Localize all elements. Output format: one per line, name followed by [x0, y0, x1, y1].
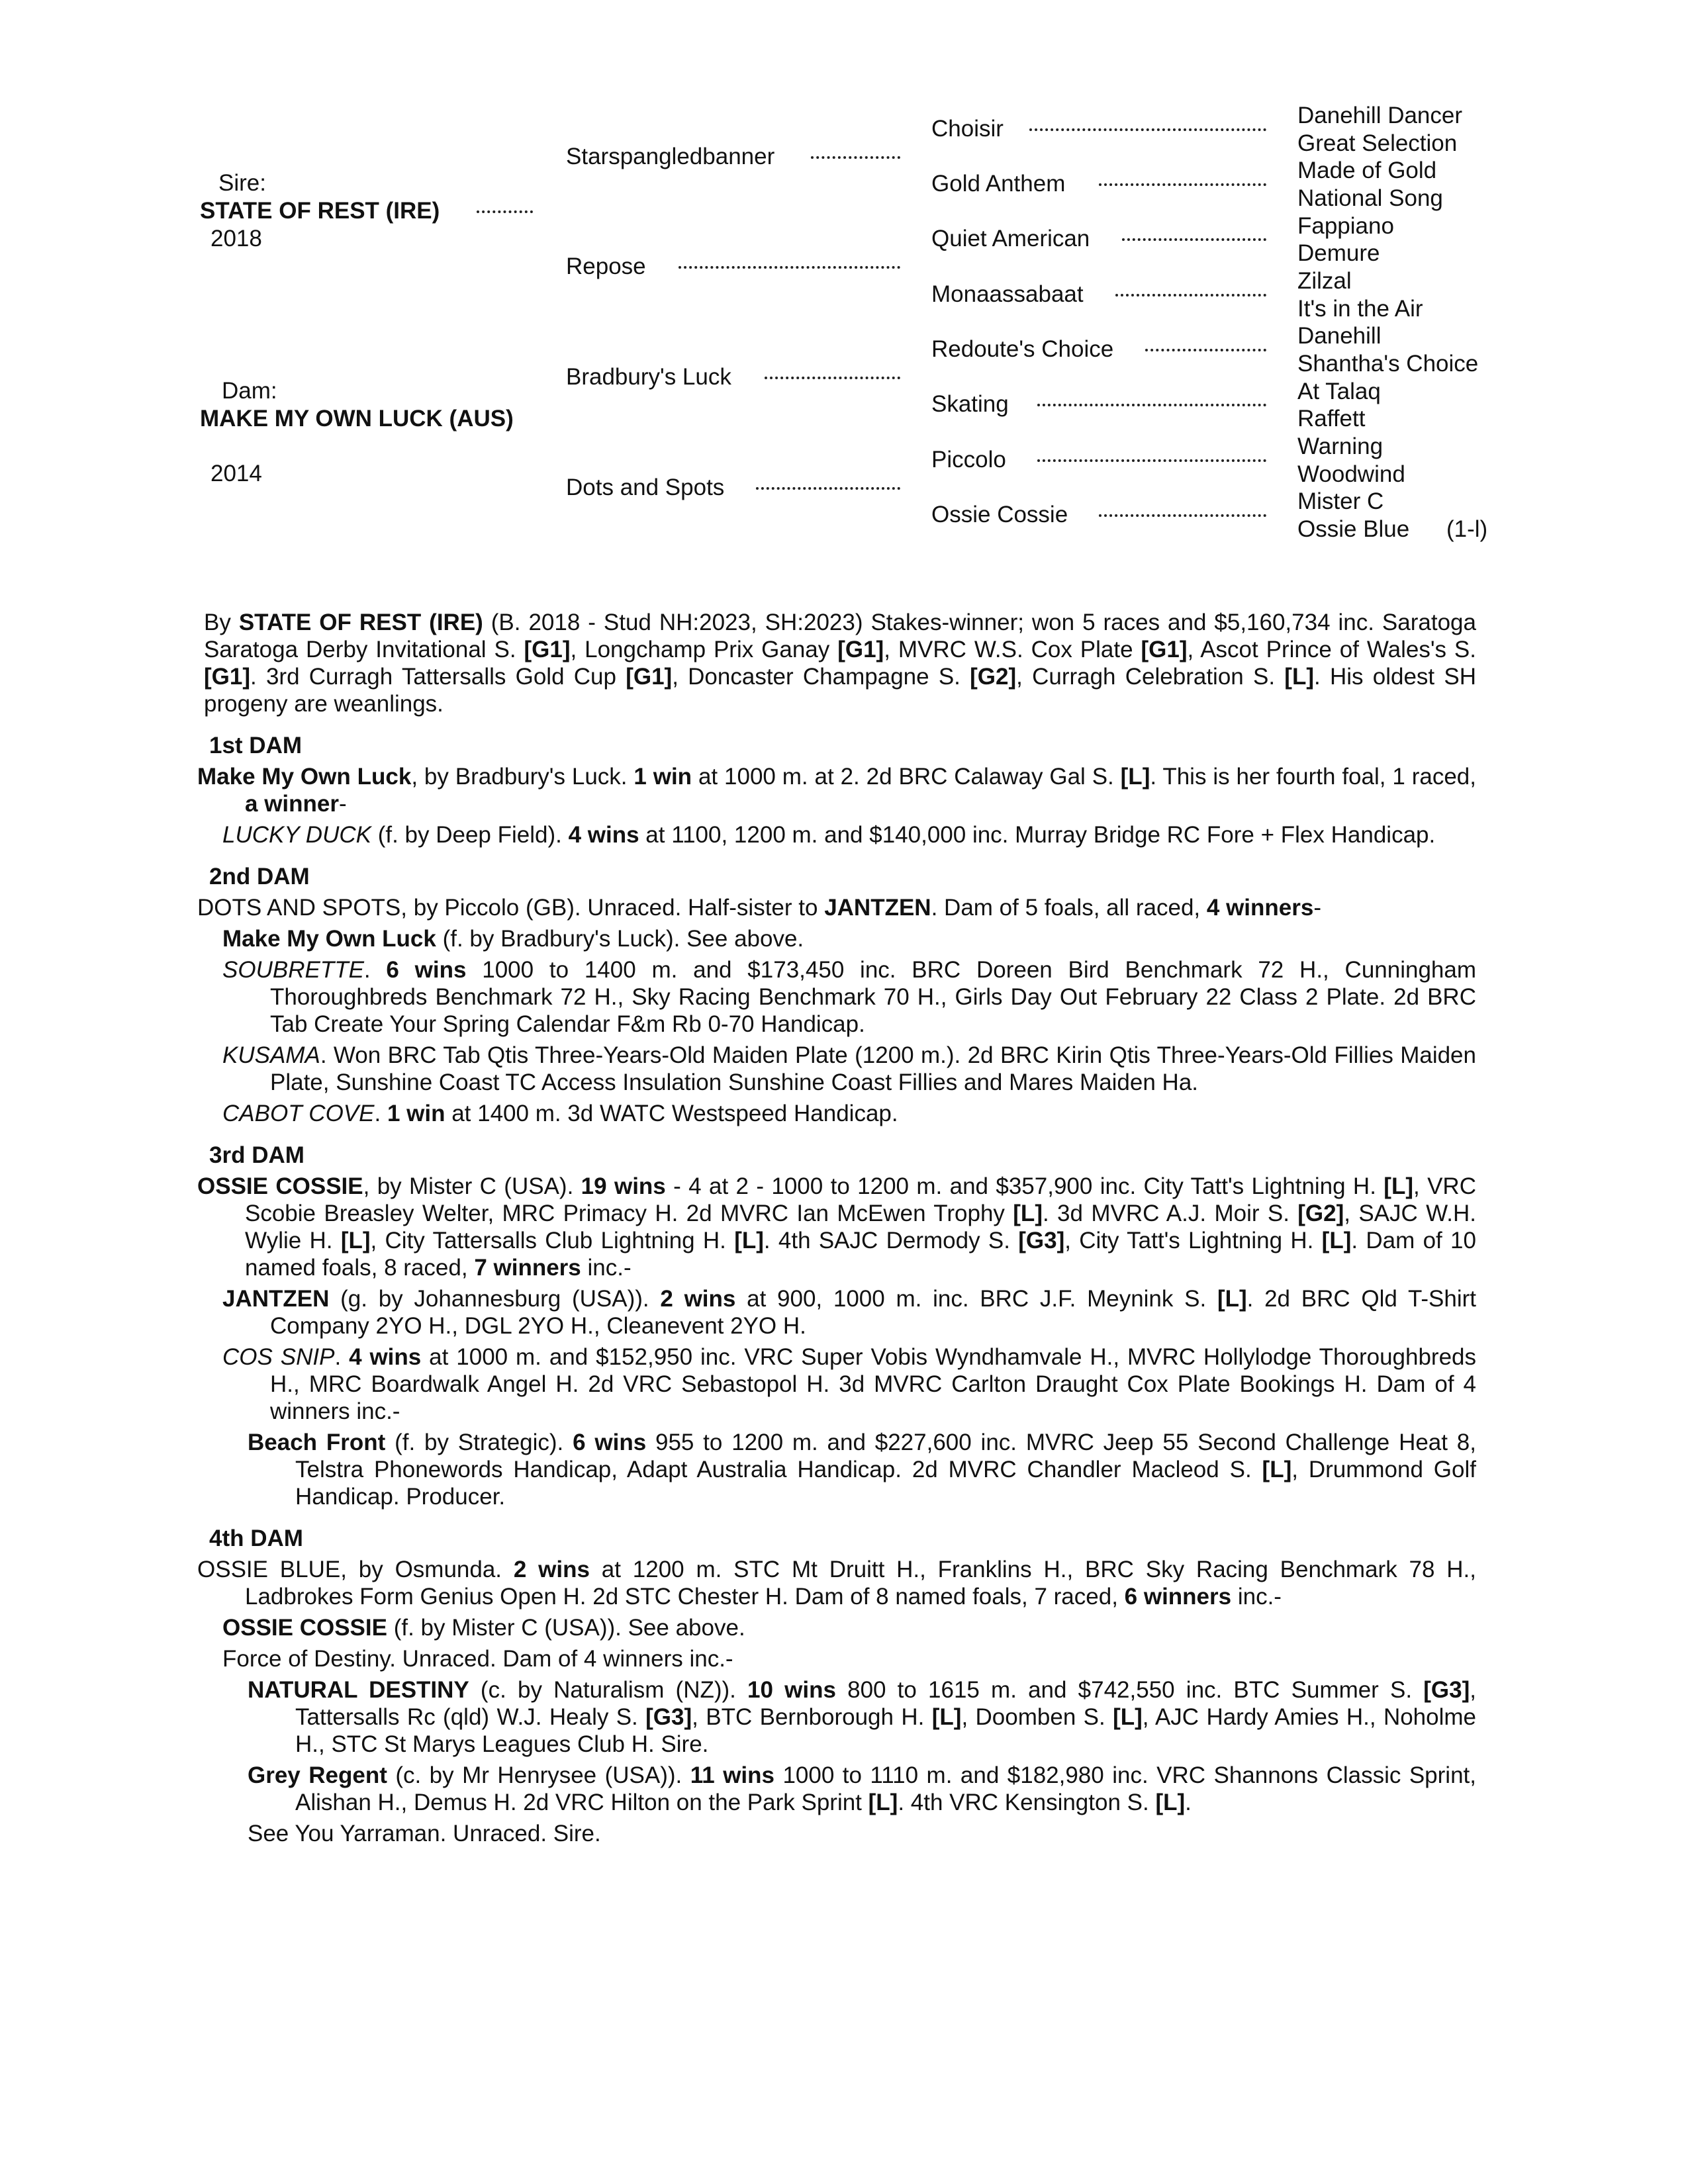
dot-leader	[679, 266, 900, 269]
dot-leader	[1037, 404, 1266, 406]
foal-entry: LUCKY DUCK (f. by Deep Field). 4 wins at 1100, 1200 m. and $140,000 inc. Murray Bridge RC Fore + Flex Handicap.	[222, 822, 1436, 848]
dot-leader	[1145, 349, 1266, 351]
gen3-name: Redoute's Choice	[931, 336, 1114, 362]
grandfoal-entry: Grey Regent (c. by Mr Henrysee (USA)). 11 wins 1000 to 1110 m. and $182,980 inc. VRC Shannons Classic Sprint, Alishan H., Demus H. 2d VRC Hilton on the Park Sprint [L]. 4th VRC Kensington S. [L].	[248, 1762, 1476, 1815]
gen3-name: Ossie Cossie	[931, 502, 1068, 527]
gen3-name: Quiet American	[931, 226, 1090, 251]
foal-entry: Make My Own Luck (f. by Bradbury's Luck). See above.	[222, 926, 804, 952]
gen3-name: Gold Anthem	[931, 171, 1066, 197]
gen4-name: Shantha's Choice	[1297, 351, 1479, 377]
foal-entry: KUSAMA. Won BRC Tab Qtis Three-Years-Old Maiden Plate (1200 m.). 2d BRC Kirin Qtis Three-Years-Old Fillies Maiden Plate, Sunshine Coast TC Access Insulation Sunshine Coast Fillies and Mares Maiden Ha.	[222, 1042, 1476, 1095]
gen4-name: It's in the Air	[1297, 296, 1423, 322]
dot-leader	[756, 487, 900, 490]
gen4-name: Warning	[1297, 433, 1383, 459]
gen3-name: Choisir	[931, 116, 1004, 142]
gen4-name: Fappiano	[1297, 213, 1394, 239]
foal-entry: OSSIE COSSIE (f. by Mister C (USA)). See above.	[222, 1615, 745, 1641]
gen3-name: Skating	[931, 391, 1009, 417]
dam-name: MAKE MY OWN LUCK (AUS)	[200, 406, 514, 432]
dam-year: 2014	[211, 461, 262, 486]
fourth-dam-heading: 4th DAM	[209, 1525, 303, 1551]
dot-leader	[1037, 459, 1266, 462]
third-dam-heading: 3rd DAM	[209, 1142, 305, 1168]
gen4-name: Zilzal	[1297, 268, 1352, 294]
foal-entry: Force of Destiny. Unraced. Dam of 4 winners inc.-	[222, 1646, 733, 1672]
gen4-name: At Talaq	[1297, 379, 1381, 404]
gen4-name: Woodwind	[1297, 461, 1405, 487]
gen4-name: Raffett	[1297, 406, 1366, 432]
gen4-name: Demure	[1297, 240, 1380, 266]
gen4-name: Danehill	[1297, 323, 1382, 349]
gen4-name: Danehill Dancer	[1297, 103, 1463, 128]
third-dam-entry: OSSIE COSSIE, by Mister C (USA). 19 wins - 4 at 2 - 1000 to 1200 m. and $357,900 inc. City Tatt's Lightning H. [L], VRC Scobie Breasley Welter, MRC Primacy H. 2d MVRC Ian McEwen Trophy [L]. 3d MVRC A.J. Moir S. [G2], SAJC W.H. Wylie H. [L], City Tattersalls Club Lightning H. [L]. 4th SAJC Dermody S. [G3], City Tatt's Lightning H. [L]. Dam of 10 named foals, 8 raced, 7 winners inc.-	[197, 1173, 1476, 1281]
gen4-name: Made of Gold	[1297, 158, 1437, 183]
catalogue-page-body	[197, 609, 1476, 1851]
dot-leader	[1099, 183, 1266, 186]
sire-label: Sire:	[218, 170, 266, 196]
foal-entry: COS SNIP. 4 wins at 1000 m. and $152,950 inc. VRC Super Vobis Wyndhamvale H., MVRC Hollylodge Thoroughbreds H., MRC Boardwalk Angel H. 2d VRC Sebastopol H. 3d MVRC Carlton Draught Cox Plate Bookings H. Dam of 4 winners inc.-	[222, 1344, 1477, 1424]
foal-entry: SOUBRETTE. 6 wins 1000 to 1400 m. and $173,450 inc. BRC Doreen Bird Benchmark 72 H., Cunningham Thoroughbreds Benchmark 72 H., Sky Racing Benchmark 70 H., Girls Day Out February 22 Class 2 Plate. 2d BRC Tab Create Your Spring Calendar F&m Rb 0-70 Handicap.	[222, 957, 1477, 1037]
gen2-sire-sire: Starspangledbanner	[566, 144, 775, 169]
inbreeding-note: (1-l)	[1446, 516, 1488, 542]
gen2-dam-sire: Bradbury's Luck	[566, 364, 731, 390]
dam-label: Dam:	[222, 378, 277, 404]
second-dam-entry: DOTS AND SPOTS, by Piccolo (GB). Unraced. Half-sister to JANTZEN. Dam of 5 foals, all raced, 4 winners-	[197, 895, 1321, 921]
first-dam-heading: 1st DAM	[209, 733, 303, 758]
gen2-dam-dam: Dots and Spots	[566, 475, 725, 500]
foal-entry: JANTZEN (g. by Johannesburg (USA)). 2 wins at 900, 1000 m. inc. BRC J.F. Meynink S. [L]. 2d BRC Qld T-Shirt Company 2YO H., DGL 2YO H., Cleanevent 2YO H.	[222, 1286, 1477, 1339]
gen2-sire-dam: Repose	[566, 253, 646, 279]
gen4-name: Ossie Blue	[1297, 516, 1410, 542]
sire-paragraph: By STATE OF REST (IRE) (B. 2018 - Stud NH:2023, SH:2023) Stakes-winner; won 5 races and $5,160,734 inc. Saratoga Saratoga Derby Invitational S. [G1], Longchamp Prix Ganay [G1], MVRC W.S. Cox Plate [G1], Ascot Prince of Wales's S. [G1]. 3rd Curragh Tattersalls Gold Cup [G1], Doncaster Champagne S. [G2], Curragh Celebration S. [L]. His oldest SH progeny are weanlings.	[204, 610, 1476, 717]
dot-leader	[1115, 294, 1266, 296]
sire-name: STATE OF REST (IRE)	[200, 198, 440, 224]
fourth-dam-entry: OSSIE BLUE, by Osmunda. 2 wins at 1200 m. STC Mt Druitt H., Franklins H., BRC Sky Racing Benchmark 78 H., Ladbrokes Form Genius Open H. 2d STC Chester H. Dam of 8 named foals, 7 raced, 6 winners inc.-	[197, 1557, 1477, 1610]
sire-year: 2018	[211, 226, 262, 251]
grandfoal-entry: NATURAL DESTINY (c. by Naturalism (NZ)). 10 wins 800 to 1615 m. and $742,550 inc. BTC Summer S. [G3], Tattersalls Rc (qld) W.J. Healy S. [G3], BTC Bernborough H. [L], Doomben S. [L], AJC Hardy Amies H., Noholme H., STC St Marys Leagues Club H. Sire.	[248, 1677, 1477, 1757]
grandfoal-entry: Beach Front (f. by Strategic). 6 wins 955 to 1200 m. and $227,600 inc. MVRC Jeep 55 Second Challenge Heat 8, Telstra Phonewords Handicap, Adapt Australia Handicap. 2d MVRC Chandler Macleod S. [L], Drummond Golf Handicap. Producer.	[248, 1430, 1476, 1510]
dot-leader	[765, 377, 900, 379]
second-dam-heading: 2nd DAM	[209, 864, 310, 889]
dot-leader	[1122, 238, 1266, 241]
first-dam-entry: Make My Own Luck, by Bradbury's Luck. 1 win at 1000 m. at 2. 2d BRC Calaway Gal S. [L]. This is her fourth foal, 1 raced, a winner-	[197, 764, 1476, 817]
foal-entry: CABOT COVE. 1 win at 1400 m. 3d WATC Westspeed Handicap.	[222, 1101, 898, 1126]
dot-leader	[1029, 128, 1266, 131]
dot-leader	[477, 210, 533, 213]
dot-leader	[1099, 514, 1266, 517]
gen3-name: Piccolo	[931, 447, 1006, 473]
gen3-name: Monaassabaat	[931, 281, 1084, 307]
grandfoal-entry: See You Yarraman. Unraced. Sire.	[248, 1821, 601, 1846]
gen4-name: Great Selection	[1297, 130, 1458, 156]
dot-leader	[811, 156, 900, 159]
gen4-name: National Song	[1297, 185, 1443, 211]
gen4-name: Mister C	[1297, 488, 1384, 514]
